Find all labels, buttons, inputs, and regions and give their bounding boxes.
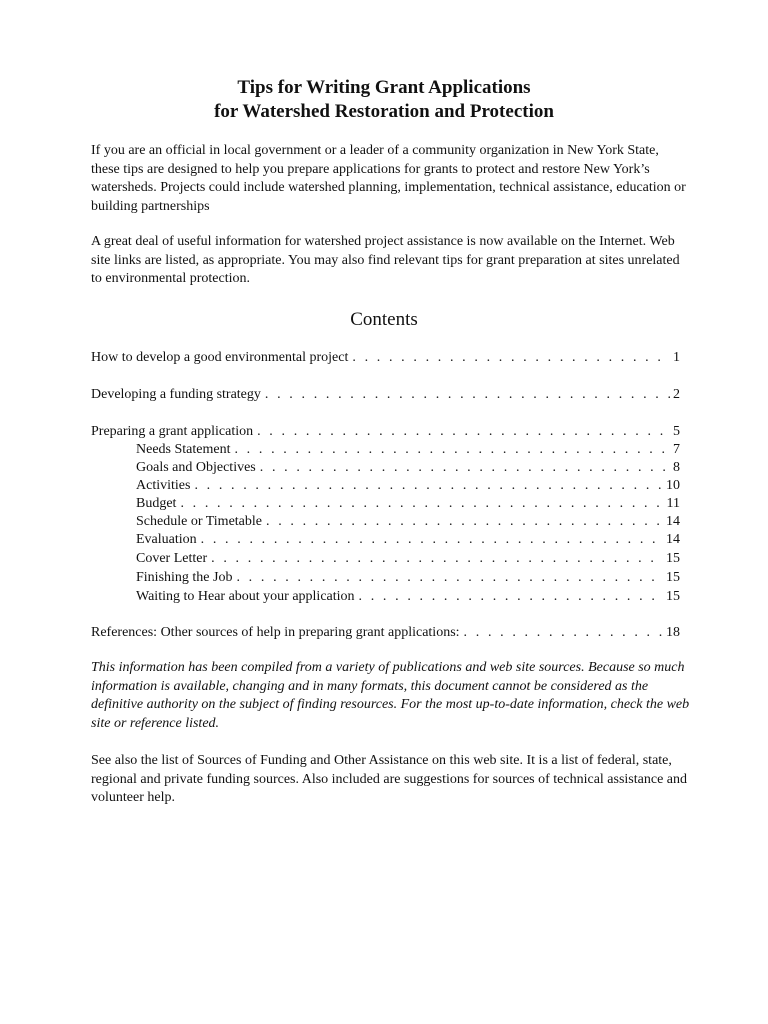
disclaimer-note: This information has been compiled from a variety of publications and web site sources. Because so much information is available, changing and in many formats, this document cannot be considered as the definitive authority on the subject of finding resources. For the most up-to-date information, check the web site or reference listed. <box>91 660 690 731</box>
toc-entry-page: 1 <box>673 350 680 365</box>
intro-paragraph-1: If you are an official in local government or a leader of a community organization in New York State, these tips are designed to help you prepare applications for grants to protect and restore New York’s watersheds. Projects could include watershed planning, implementation, technical assistance, education or building partnerships <box>91 143 686 214</box>
toc-entry[interactable] <box>91 624 680 642</box>
toc-entry-page: 2 <box>673 387 680 402</box>
toc-entry-label: How to develop a good environmental project <box>91 350 349 365</box>
toc-entry-page: 15 <box>666 551 680 566</box>
document-title <box>0 76 768 124</box>
toc-sub-entry[interactable] <box>136 513 680 531</box>
toc-leader-dots <box>234 441 670 459</box>
toc-sub-entry[interactable] <box>136 441 680 459</box>
title-line-2: for Watershed Restoration and Protection <box>214 101 554 122</box>
toc-sub-entry[interactable] <box>136 531 680 549</box>
toc-entry-page: 11 <box>666 496 680 511</box>
toc-leader-dots <box>359 588 663 606</box>
toc-sub-entry[interactable] <box>136 588 680 606</box>
contents-heading: Contents <box>350 309 418 330</box>
toc-entry-label: Preparing a grant application <box>91 424 254 439</box>
toc-sub-entry[interactable] <box>136 459 680 477</box>
toc-entry-page: 7 <box>673 442 680 457</box>
toc-entry-label: Developing a funding strategy <box>91 387 261 402</box>
toc-entry[interactable] <box>91 423 680 441</box>
toc-sub-entry[interactable] <box>136 495 680 513</box>
toc-entry-label: Waiting to Hear about your application <box>136 589 355 604</box>
toc-entry-page: 14 <box>666 514 680 529</box>
toc-leader-dots <box>257 423 670 441</box>
toc-entry-label: Evaluation <box>136 532 197 547</box>
toc-entry-page: 15 <box>666 570 680 585</box>
toc-entry-page: 14 <box>666 532 680 547</box>
toc-sub-entry[interactable] <box>136 550 680 568</box>
toc-sub-entry[interactable] <box>136 569 680 587</box>
toc-leader-dots <box>194 477 663 495</box>
toc-entry-page: 18 <box>666 625 680 640</box>
toc-entry[interactable] <box>91 386 680 404</box>
toc-entry[interactable] <box>91 349 680 367</box>
toc-leader-dots <box>236 569 663 587</box>
toc-entry-page: 8 <box>673 460 680 475</box>
toc-leader-dots <box>201 531 663 549</box>
toc-entry-label: Activities <box>136 478 191 493</box>
toc-leader-dots <box>266 513 663 531</box>
toc-entry-page: 15 <box>666 589 680 604</box>
toc-entry-label: Budget <box>136 496 177 511</box>
see-also-paragraph: See also the list of Sources of Funding and Other Assistance on this web site. It is a list of federal, state, regional and private funding sources. Also included are suggestions for sources of technical assistance and volunteer help. <box>91 753 687 806</box>
toc-leader-dots <box>265 386 670 404</box>
toc-entry-label: Needs Statement <box>136 442 231 457</box>
toc-entry-label: References: Other sources of help in preparing grant applications: <box>91 625 460 640</box>
toc-leader-dots <box>260 459 670 477</box>
toc-entry-label: Finishing the Job <box>136 570 233 585</box>
toc-entry-page: 5 <box>673 424 680 439</box>
toc-leader-dots <box>464 624 663 642</box>
toc-leader-dots <box>352 349 670 367</box>
toc-leader-dots <box>180 495 663 513</box>
intro-paragraph-2: A great deal of useful information for watershed project assistance is now available on the Internet. Web site links are listed, as appropriate. You may also find relevant tips for grant preparation at sites unrelated to environmental protection. <box>91 234 680 287</box>
toc-entry-page: 10 <box>666 478 680 493</box>
toc-leader-dots <box>211 550 663 568</box>
toc-entry-label: Schedule or Timetable <box>136 514 262 529</box>
toc-entry-label: Goals and Objectives <box>136 460 256 475</box>
toc-entry-label: Cover Letter <box>136 551 208 566</box>
toc-sub-entry[interactable] <box>136 477 680 495</box>
title-line-1: Tips for Writing Grant Applications <box>237 77 531 98</box>
